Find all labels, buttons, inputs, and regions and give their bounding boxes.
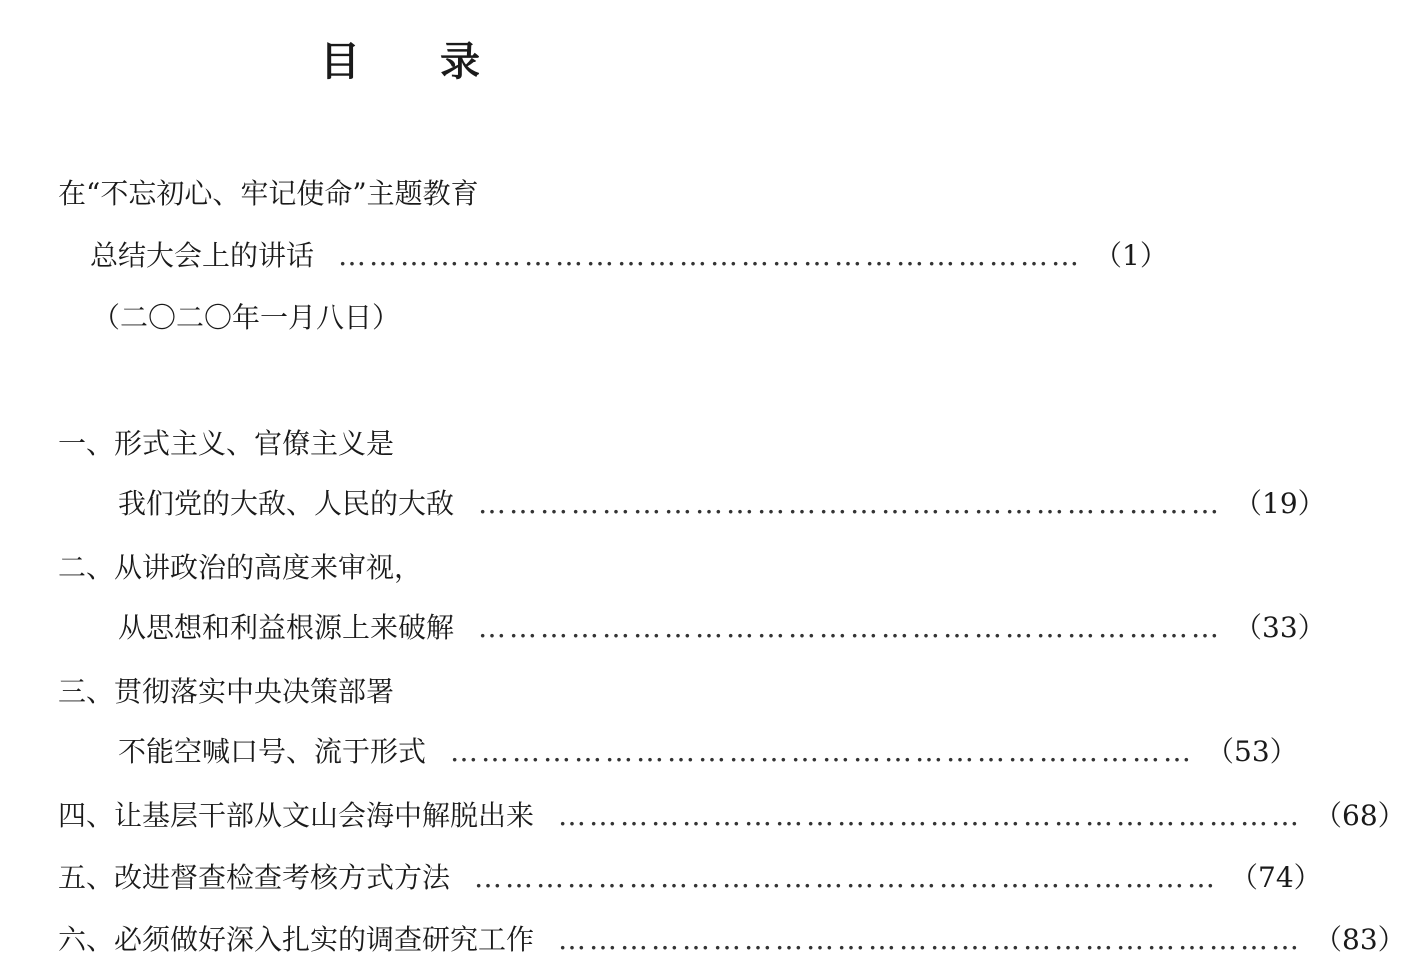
- toc-entry-6[interactable]: [58, 920, 1406, 960]
- dot-leader: ………………………………………………………………: [558, 923, 1303, 956]
- toc-entry-2[interactable]: [118, 608, 1326, 648]
- page-number: （33）: [1234, 611, 1326, 644]
- dot-leader: ………………………………………………………………: [478, 487, 1223, 520]
- toc-item-1-line-2: 我们党的大敌、人民的大敌: [118, 487, 455, 520]
- toc-item-1-line-1: 一、形式主义、官僚主义是: [58, 427, 395, 460]
- page-number: （53）: [1206, 735, 1298, 768]
- toc-item-3-line-1: 三、贯彻落实中央决策部署: [58, 675, 395, 708]
- page-number: （1）: [1094, 239, 1168, 272]
- toc-entry-4[interactable]: [58, 796, 1406, 836]
- dot-leader: ………………………………………………………………: [450, 735, 1195, 768]
- dot-leader: ………………………………………………………………: [558, 799, 1303, 832]
- toc-entry-3[interactable]: [118, 732, 1298, 772]
- dot-leader: ………………………………………………………………: [478, 611, 1223, 644]
- toc-item-4-line-1: 四、让基层干部从文山会海中解脱出来: [58, 799, 535, 832]
- toc-item-3-line-2: 不能空喊口号、流于形式: [118, 735, 427, 768]
- page-number: （74）: [1230, 861, 1322, 894]
- toc-entry-1[interactable]: [118, 484, 1326, 524]
- dot-leader: ………………………………………………………………: [338, 239, 1083, 272]
- page-number: （68）: [1314, 799, 1406, 832]
- title-char-2: 录: [440, 39, 480, 85]
- toc-item-2-line-2: 从思想和利益根源上来破解: [118, 611, 455, 644]
- page-number: （19）: [1234, 487, 1326, 520]
- toc-item-5-line-1: 五、改进督查检查考核方式方法: [58, 861, 451, 894]
- toc-entry-speech[interactable]: [90, 236, 1168, 276]
- title-char-1: 目: [320, 39, 360, 85]
- toc-item-6-line-1: 六、必须做好深入扎实的调查研究工作: [58, 923, 535, 956]
- toc-item-2-line-1: 二、从讲政治的高度来审视，: [58, 551, 423, 584]
- speech-title-line-1: 在“不忘初心、牢记使命”主题教育: [58, 177, 479, 210]
- speech-title-line-2: 总结大会上的讲话: [90, 239, 315, 272]
- toc-entry-5[interactable]: [58, 858, 1322, 898]
- page-number: （83）: [1314, 923, 1406, 956]
- page-title: [0, 30, 800, 87]
- dot-leader: ………………………………………………………………: [474, 861, 1219, 894]
- speech-date: （二〇二〇年一月八日）: [92, 301, 401, 334]
